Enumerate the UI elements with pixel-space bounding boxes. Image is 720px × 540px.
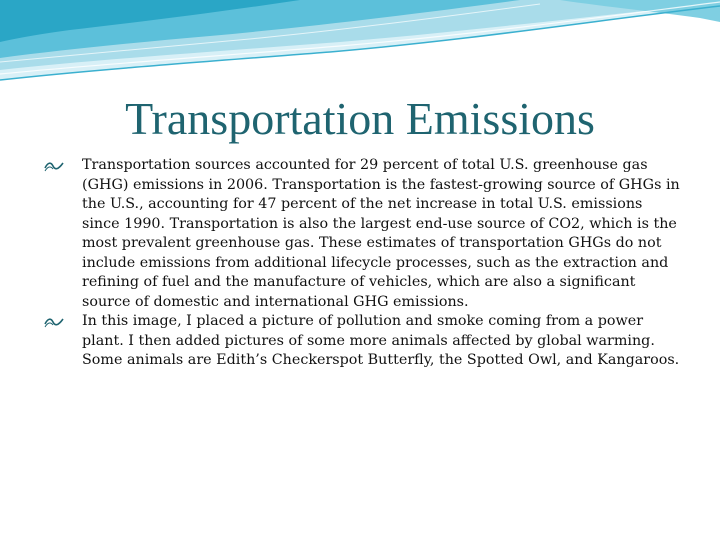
bullet-item <box>44 312 684 371</box>
wave-bullet-icon <box>44 316 64 328</box>
bullet-list <box>44 156 684 371</box>
slide-title: Transportation Emissions <box>125 93 595 144</box>
bullet-item <box>44 156 684 312</box>
bullet-text: In this image, I placed a picture of pollution and smoke coming from a power plant. I then added pictures of some more animals affected by global warming. Some animals are Edith’s Checkerspot Butterfly, the Spotted Owl, and Kangaroos. <box>82 313 680 368</box>
wave-header-decoration <box>0 0 720 90</box>
wave-bullet-icon <box>44 160 64 172</box>
bullet-text: Transportation sources accounted for 29 percent of total U.S. greenhouse gas (GHG) emissions in 2006. Transportation is the fastest-growing source of GHGs in the U.S., accounting for 47 percent of the net increase in total U.S. emissions since 1990. Transportation is also the largest end-use source of CO2, which is the most prevalent greenhouse gas. These estimates of transportation GHGs do not include emissions from additional lifecycle processes, such as the extraction and refining of fuel and the manufacture of vehicles, which are also a significant source of domestic and international GHG emissions. <box>82 157 680 310</box>
